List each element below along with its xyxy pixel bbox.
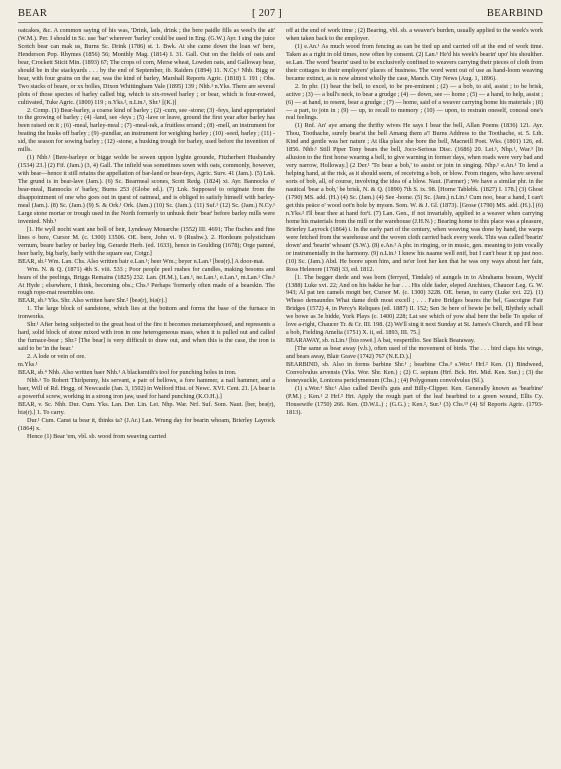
dictionary-entry: BEARBIND, sb. Also in forms barbine Shr.¹ ; bearbine Chs.³ s.Wor.¹ Hrf.² Ken. (1) Bindweed, Convolvulus arvensis (Yks. Wor. Shr. Ken.) ; (2) C. sepium (Hrf. Bck. Hrt. Mid. Ken. Sur.) ; (3) the honeysuckle, Lonicera periclymenum (Chs.) ; (4) Polygonum convolvulus (Sf.). [286,361,543,384]
entry-paragraph: Shr.¹ After being subjected to the great heat of the fire it becomes metamorphosed, and represents a hard, solid block of stone mixed with iron in one heterogeneous mass, when it is pulled out and called the furnace-bear ; Shr.² [The bear] is very difficult to draw out, and when this is the case, the iron is said to be 'in the bear.' [18,321,275,353]
entry-paragraph: (1) Rnf. An' aye amang the thrifty wives He says I bear the bell, Allan Poems (1836) 121. Ayr. Thou, Toothache, surely bear'st the bell Amang them a'! Burns Address to the Toothache, st. 5. Lth. Kind and gentle was her nature ; At ilka place she bore the bell, Macneill Poet. Wks. (1801) 126, ed. 1856. Nhb.¹ Still Piper Tony bears the bell, Joco-Serious Disc. (1686) 20. Lei.¹, Nhp.¹, War.³ [In allusion to the first horse wearing a bell, to give warning in former days, when roads were very bad and very narrow, Holloway.] (2 Der.¹ 'To bear a bob,' to assist or join in singing. Nhp.¹ e.An.¹ To lend a helping hand, at the risk, as it should seem, of receiving a bob, or blow. From ringers, who have several sorts of bob, all, of course, involving the idea of a blow. Naut. (Farmer) ; We have a similar phr. in the nautical 'bear a bob,' be brisk, N. & Q. (1890) 7th S. ix. 98. [Horne Tablebk. (1827) I. 178.] (3) Ghost (1790) MS. add. (H.) (4) Sc. (Jam.) (4) See -home. (5) Sc. (Jam.) n.Lin.¹ Cum noo, bear a hand, I can't get this peäce o' wood oot'n hole by mysen. Som. W. & J. Gl. (1873). [Grose (1790) MS. add. (H.).] (6) n.Yks.² I'll bear thee at hand for't. (7) Lan. Gen., if not invariably, applied to a weaver when carrying home his materials from the mill or the warehouse (J.H.N.) ; Bearing home to this place was a pleasure, Brierley Layrock (1864) i. In the early part of the century, when weaving was done by hand, the warps were fetched from the warehouse and the woven cloth carried back every week. This was called 'bearin' down' and 'bearin' whoam' (S.W.). (8) e.An.¹ A phr. in ringing, or in music, gen. meaning to join vocally or instrumentally in the harmony. (9) n.Lin.¹ I knew his naame well enif, but I can't bear it up just noo. (10) Sc. (Jam.) Abd. He boore upon him, and ne'er loot her ken that he was ony ways about her fain, Ross Helenore (1768) 33, ed. 1812. [286,122,543,273]
entry-paragraph: (1) s.Wor.¹ Shr.¹ Also called Devil's guts and Billy-Clipper. Ken. Generally known as 'bearbine' (P.M.) ; Ken.¹ 2 Hrf.² Hrt. Apply the rough part of the leaf bearbind to a green wound, Ellis Cy. Housewife (1750) 266. Ken. (D.W.L.) ; (G.G.) ; Ken.², Sur.¹ (3) Chs.¹³ (4) Sf Reports Agric. (1793-1813). [286,384,543,416]
dictionary-entry: BEAR, sb.² Wm. Lan. Chs. Also written bair e.Lan.¹; beer Wm.; beyer n.Lan.¹ [beə(r).] A door-mat. [18,257,265,265]
entry-paragraph: Nhb.¹ To Robert Thirlpenny, his servant, a pair of bellows, a fore hammer, a nail hammer, and a baer, Will of Rd. Hogg. of Newcastle (Jan. 3, 1502) in Welford Hist. of Newc. XVI. Cent. 21. [A bear is a powerful screw, working in a strong iron jaw, used for hand punching (K.O.H.).] [18,376,275,400]
entry-paragraph: off at the end of work time ; (2) Bearing, vbl. sb. a weaver's burden, usually applied to the week's work when taken back to the employer. [286,27,543,42]
page-number: [ 207 ] [252,8,283,19]
dictionary-entry: BEAR, v. Sc. Nhb. Dur. Cum. Yks. Lan. Der. Lin. Lei. Nhp. War. Nrf. Suf. Som. Naut. [ber, beə(r), biə(r).] 1. To carry. [18,400,275,416]
entry-paragraph: oatcakes, &c. A common saying of his was, 'Drink, lads, drink ; the bere paidle fills as weel's the ait' (W.M.). Per. I should in Sc. use 'bar' wherever 'barley' could be used in Eng. (G.W.) Ayr. I sing the juice Scotch bear can mak us, Burns Sc. Drink (1786) st. 1. Bwk. At she came down the loan wi' bere, Henderson Pop. Rhymes (1856) 56; Monthly Mag. (1814) I. 31. Gall. Out on the fields of oats and bear, Crockett Sticit Min. (1893) 67; The crops of corn, Merse wheat, Lowden oats, and Galloway bear, should be in the stackyards . . . by the end of September, ib. Raiders (1894) 11. N.Cy.¹ Nhb. Bigg or bear, with four grains on the ear, was the kind of barley, Marshall Reports Agric. (1818) I. 191 ; Obs. Two stacks of beare, or xx bolles, Dixon Whittingham Vale (1895) 139 ; Nhb.¹ n.Yks. There are several plots of those species of barley called big, which is six-rowed barley ; or bear, which is four-rowed, cultivated, Tuke Agric. (1800) 119 ; n.Yks.², n.Lin.¹, Shr.¹ [(K.)] [18,27,275,106]
header-rule [18,22,543,23]
header-left-word: BEAR [18,8,48,19]
dictionary-entry: BEAR, sb.⁴ Nhb. Also written baer Nhb.¹ A blacksmith's tool for punching holes in iron. [18,368,237,376]
entry-paragraph: [1. He wyll nocht want ane boll of beir, Lyndesay Monarche (1552) III. 4691; The fisches and fine lines o bere, Cursor M. (c. 1300) 13506. OE. bere, John vi. 9 (Rushw.). 2. Hordeum polystichum vernum, beare barley or barley big, Gerarde Herb. (ed. 1633), hence in Goulding (1678); Orge pamné, beer barly, big barly, barly with the square ear, Cotgr.] [18,225,275,257]
entry-paragraph: (1) e.An.¹ As much wood from fencing as can be tied up and carried off at the end of work time. Taken as a right in old times, now often by consent. (2) Lan.¹ He'd his week's bearin' upo' his shoulther. se.Lan. The word 'bearin' used to be exclusively confined to weavers carrying their pieces of cloth from their cottages to their employers' places of business. The word went out of use as hand-loom weaving became extinct, as is now almost wholly the case, Manch. City News (Aug. 1, 1896). [286,42,543,82]
entry-paragraph: Wm. N. & Q. (1871) 4th S. viii. 533 ; Poor people peel rushes for candles, making besoms and bears of the peelings, Briggs Remains (1825) 232. Lan. (H.M.), Lan.¹, ne.Lan.¹, e.Lan.¹, m.Lan.¹ Chs.¹ At Hyde ; elsewhere, I think, becoming obs.; Chs.³ Perhaps 'formerly often made of a bearskin. The rough rope-mat resembles one. [18,265,275,297]
entry-paragraph: 2. In phr. (1) bear the bell, to excel, to be pre-eminent ; (2) — a bob, to aid, assist ; to be brisk, active ; (3) — a bull's neck, to bear a grudge ; (4) — down, see — home ; (5) — a hand, to help, assist ; (6) — at hand, to resent, bear a grudge ; (7) — home, said of a weaver carrying home his materials ; (8) — a part, to join in ; (9) — up, to recall to memory ; (10) — upon, to restrain oneself, conceal one's real feelings. [286,82,543,122]
entry-paragraph: [The same as bear away (v.b.), often used of the movement of birds. The . . . bird claps his wings, and bears away, Blair Grave (1742) 767 (N.E.D.).] [286,345,543,361]
dictionary-entry: BEARAWAY, sb. n.Lin.¹ [biə rəwē.] A bat, vespertilio. See Black Bearaway. [286,337,475,345]
entry-paragraph: Dur.¹ Cum. Canst ta bear it, thinks ta? (J.Ar.) Lan. Wrung day for bearin whoam, Brierley Layrock (1864) x. [18,416,275,432]
entry-paragraph: Hence (1) Bear 'em, vbl. sb. wood from weaving carried [27,432,167,440]
right-column [286,27,543,761]
entry-paragraph: (1) Nhb.¹ [Bere-barleye or bigge wolde be sowen uppon lyghte grounde, Fitzherbert Husbandry (1534) 23.] (2) Fif. (Jam.) (3, 4) Gall. The infield was sometimes sown with oats, commonly, however, with bear—hence it still retains the appellation of bar-land or bear-feys, Agric. Surv. 41 (Jam.). (5) Lnk. The grund is in bear-lave (Jam.). (6) Sc. Bearmeal scones, Scott Redg. (1824) xi. Ayr. Bannocks o' bear-meal, Bannocks o' barley, Burns 253 (Globe ed.). (7) Lnk. Supposed to originate from the disappointment of one who goes out in quest of oatmeal, and is obliged to satisfy himself with barley-meal (Jam.). (8) Sc. (Jam.) (9) S. & Ork.¹ Ork. (Jam.) (10) Sc. (Jam.). (11) Suf.¹ (12) Sc. (Jam.) N.Cy.¹ Large stone mortar or trough used in the North formerly to unhusk their 'bear' before barley mills were invented. Nhb.¹ [18,154,275,225]
header-right-word: BEARBIND [486,8,543,19]
entry-paragraph: 2. A lode or vein of ore. [27,353,86,361]
entry-paragraph: 1. The large block of sandstone, which lies at the bottom and forms the base of the furnace in ironworks. [18,305,275,321]
entry-paragraph: [1. The begger diede and was born (ferryed, Tindale) of aungels in to Abrahams bosum, Wyclif (1388) Luke xvi. 22; And on his bakke he bar . . . His olde fader, eleped Anchises, Chaucer Leg. G. W. 943; Al pat ten camels mogtt ber, Cursor M. (c. 1300) 3228. OE. beran, to carry (Luke xvi. 22). (1) Whoso demaundes What dame doth most excell ; . . . Faire Bridges beares the bel, Gascoigne Fair Bridges (1572) 4, in Percy's Reliques (ed. 1887) II. 152; Sen 3e bere of bewte þe bell, Blythely schall we bowe as 3e bidde, York Plays (c. 1400) 228; Lat see which of yow shal bere the belle To speke of love a-right, Chaucer Tr. & Cr. III. 198. (2) We'll sing it next Sunday at St. James's Church, and I'll bear a bob, Fielding Amelia (1751) X. ii, ed. 1893, III. 75.] [286,273,543,337]
entry-paragraph: 2. Comp. (1) Bear-barley, a coarse kind of barley ; (2) -curn, see -stone; (3) -feys, land appropriated to the growing of barley ; (4) -land, see -feys ; (5) -lave or leave, ground the first year after barley has been raised on it ; (6) -meal, barley-meal ; (7) -meal-rak, a fruitless errand ; (8) -mell, an instrument for beating the husks off barley ; (9) -pundlar, an instrument for weighing barley ; (10) -seed, barley ; (11) -sid, the season for sowing barley ; (12) -stone, a husking trough for barley, used before the invention of mills. [18,106,275,154]
dictionary-entry: BEAR, sb.³ Yks. Shr. Also written bare Shr.² [beə(r), biə(r).] [18,297,167,305]
left-column [18,27,275,761]
entry-paragraph: m.Yks.¹ [18,361,38,369]
